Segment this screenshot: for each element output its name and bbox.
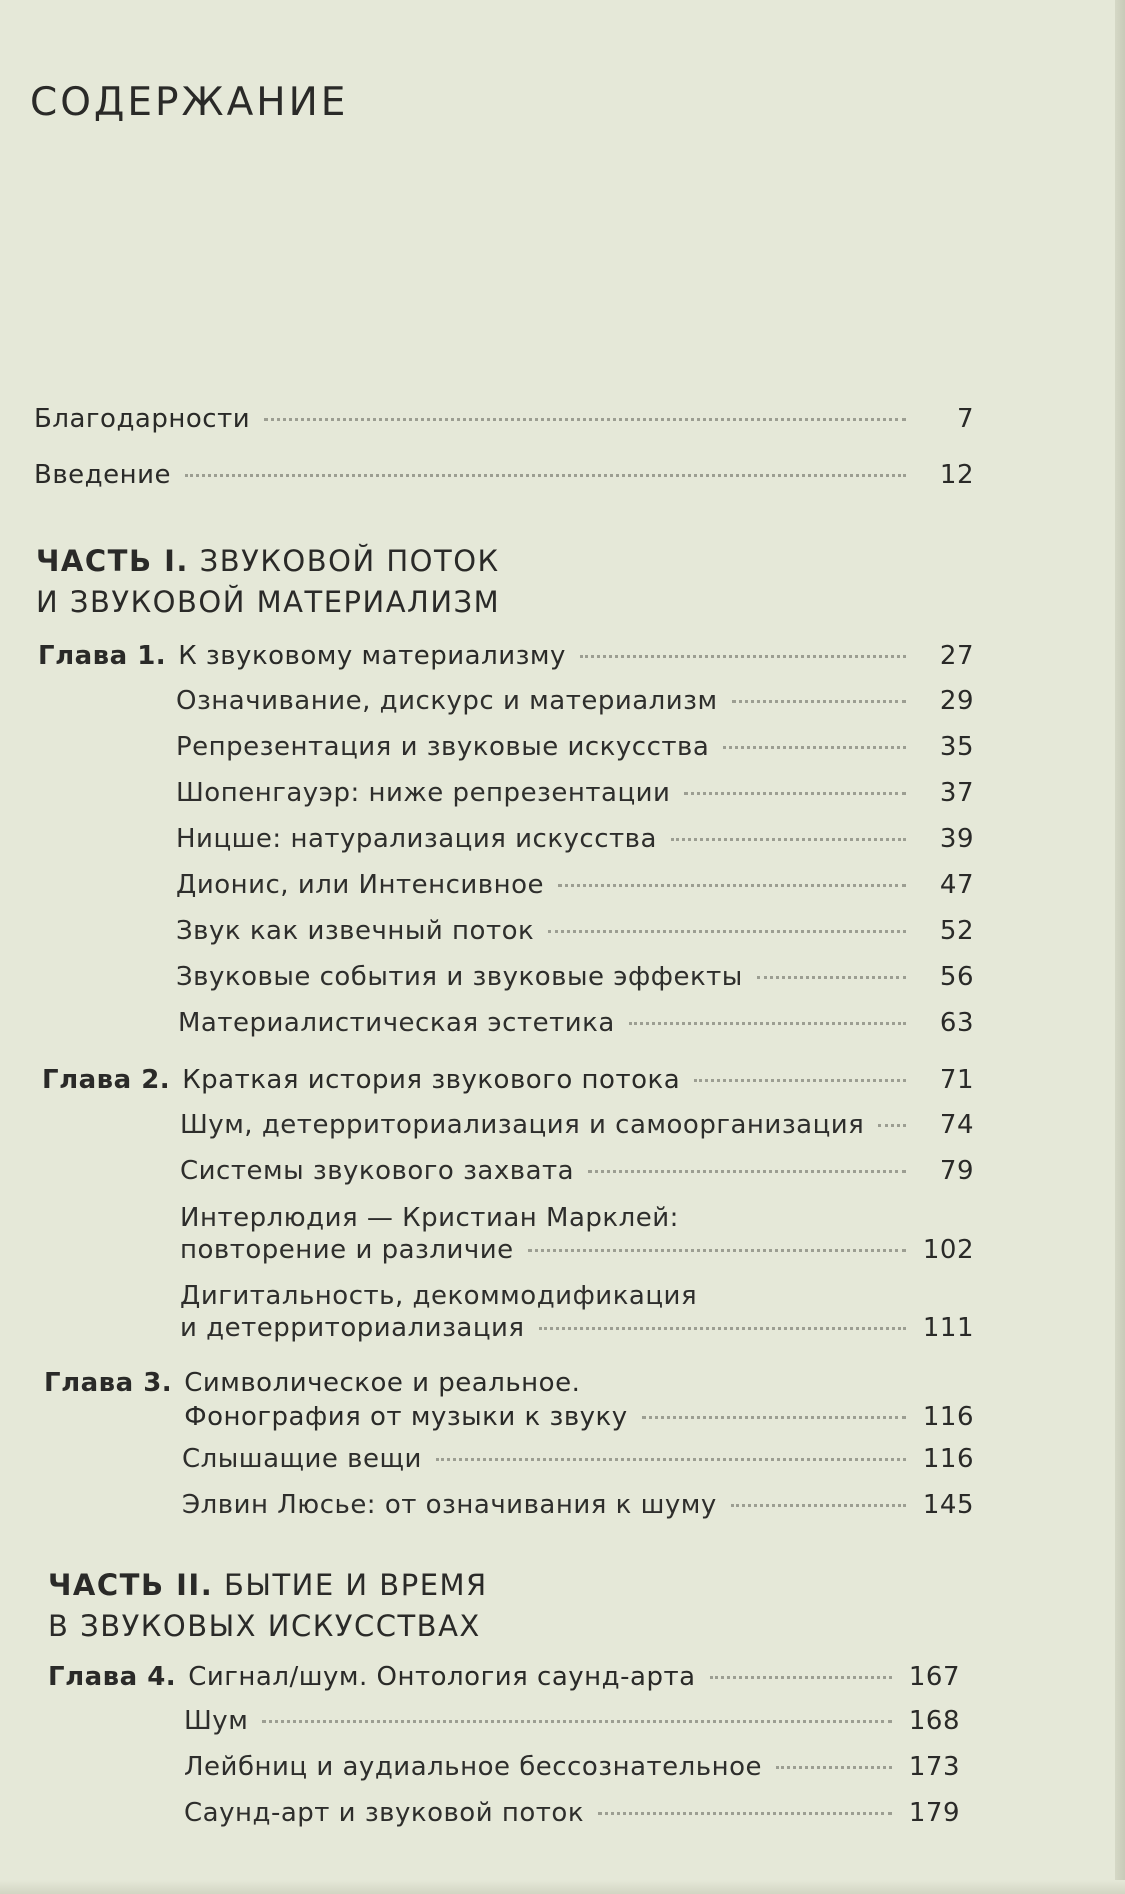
toc-section[interactable] [180, 1110, 974, 1140]
page-number: 29 [939, 686, 974, 716]
page-number: 145 [922, 1490, 974, 1520]
toc-section[interactable] [176, 778, 974, 808]
chapter-title: Краткая история звукового потока [182, 1065, 681, 1095]
dot-leader [548, 930, 906, 933]
part-number: ЧАСТЬ I. [36, 544, 189, 578]
chapter-number: Глава 4. [48, 1662, 177, 1692]
dot-leader [264, 418, 906, 421]
section-title: Ницше: натурализация искусства [176, 824, 657, 854]
section-title: Шопенгауэр: ниже репрезентации [176, 778, 671, 808]
toc-entry-label: Благодарности [34, 404, 251, 434]
toc-section[interactable] [176, 870, 974, 900]
dot-leader [539, 1327, 906, 1330]
page-number: 102 [922, 1235, 974, 1265]
part-number: ЧАСТЬ II. [48, 1568, 214, 1602]
page-bottom-edge [0, 1880, 1125, 1894]
page-number: 39 [939, 824, 974, 854]
section-title: Шум, детерриториализация и самоорганизация [180, 1110, 865, 1140]
dot-leader [436, 1458, 906, 1461]
section-title: Дионис, или Интенсивное [176, 870, 545, 900]
toc-section[interactable] [182, 1490, 974, 1520]
section-title: Элвин Люсье: от означивания к шуму [182, 1490, 717, 1520]
dot-leader [732, 700, 906, 703]
page-edge [1115, 0, 1125, 1894]
page-number: 173 [908, 1752, 960, 1782]
dot-leader [185, 474, 906, 477]
page-number: 179 [908, 1798, 960, 1828]
dot-leader [528, 1249, 906, 1252]
chapter-title-line1: Символическое и реальное. [184, 1368, 581, 1398]
page-number: 71 [939, 1065, 974, 1095]
dot-leader [776, 1766, 892, 1769]
section-title: Репрезентация и звуковые искусства [176, 732, 710, 762]
section-title: Материалистическая эстетика [178, 1008, 615, 1038]
toc-section[interactable] [178, 1008, 974, 1038]
section-title: Системы звукового захвата [180, 1156, 575, 1186]
toc-section-multiline[interactable] [180, 1280, 974, 1344]
toc-entry-acknowledgements[interactable] [34, 404, 974, 434]
page-number: 47 [939, 870, 974, 900]
section-title: Саунд-арт и звуковой поток [184, 1798, 585, 1828]
dot-leader [878, 1124, 906, 1127]
dot-leader [731, 1504, 906, 1507]
part-heading-2 [48, 1565, 488, 1647]
section-title: Слышащие вещи [182, 1444, 422, 1474]
part-title-line1: БЫТИЕ И ВРЕМЯ [223, 1568, 488, 1602]
page-number: 168 [908, 1706, 960, 1736]
part-title-line2: В ЗВУКОВЫХ ИСКУССТВАХ [48, 1609, 481, 1643]
dot-leader [757, 976, 906, 979]
dot-leader [694, 1079, 906, 1082]
page-number: 116 [922, 1402, 974, 1432]
dot-leader [723, 746, 906, 749]
dot-leader [598, 1812, 892, 1815]
page-number: 56 [939, 962, 974, 992]
toc-chapter-3[interactable] [44, 1366, 974, 1434]
page-number: 12 [939, 460, 974, 490]
dot-leader [558, 884, 906, 887]
section-title-line1: Интерлюдия — Кристиан Марклей: [180, 1203, 679, 1233]
section-title-line2: и детерриториализация [180, 1313, 525, 1343]
page-number: 37 [939, 778, 974, 808]
section-title: Лейбниц и аудиальное бессознательное [184, 1752, 763, 1782]
toc-chapter-2[interactable] [42, 1065, 974, 1095]
dot-leader [580, 655, 906, 658]
page-number: 7 [956, 404, 974, 434]
page-number: 27 [939, 641, 974, 671]
toc-chapter-4[interactable] [48, 1662, 960, 1692]
dot-leader [629, 1022, 906, 1025]
dot-leader [710, 1676, 892, 1679]
part-heading-1 [36, 541, 500, 623]
page-number: 167 [908, 1662, 960, 1692]
toc-section[interactable] [176, 824, 974, 854]
toc-section[interactable] [176, 732, 974, 762]
toc-section[interactable] [184, 1752, 960, 1782]
page-number: 74 [939, 1110, 974, 1140]
toc-entry-introduction[interactable] [34, 460, 974, 490]
chapter-number: Глава 2. [42, 1065, 171, 1095]
section-title: Означивание, дискурс и материализм [176, 686, 718, 716]
page-number: 35 [939, 732, 974, 762]
toc-entry-label: Введение [34, 460, 172, 490]
section-title-line2: повторение и различие [180, 1235, 514, 1265]
page-title: СОДЕРЖАНИЕ [30, 80, 349, 125]
toc-section[interactable] [180, 1156, 974, 1186]
toc-section[interactable] [176, 686, 974, 716]
dot-leader [262, 1720, 892, 1723]
page-number: 52 [939, 916, 974, 946]
toc-section[interactable] [176, 916, 974, 946]
toc-section-multiline[interactable] [180, 1202, 974, 1266]
toc-section[interactable] [176, 962, 974, 992]
section-title-line1: Дигитальность, декоммодификация [180, 1281, 698, 1311]
toc-section[interactable] [184, 1706, 960, 1736]
section-title: Звуковые события и звуковые эффекты [176, 962, 743, 992]
page-number: 79 [939, 1156, 974, 1186]
dot-leader [588, 1170, 906, 1173]
dot-leader [671, 838, 906, 841]
page-number: 63 [939, 1008, 974, 1038]
section-title: Звук как извечный поток [176, 916, 535, 946]
page-number: 111 [922, 1313, 974, 1343]
dot-leader [642, 1416, 906, 1419]
part-title-line1: ЗВУКОВОЙ ПОТОК [199, 544, 500, 578]
chapter-number: Глава 1. [38, 641, 167, 671]
chapter-title-line2: Фонография от музыки к звуку [184, 1402, 628, 1432]
part-title-line2: И ЗВУКОВОЙ МАТЕРИАЛИЗМ [36, 585, 501, 619]
chapter-title: Сигнал/шум. Онтология саунд-арта [188, 1662, 696, 1692]
dot-leader [684, 792, 906, 795]
page-number: 116 [922, 1444, 974, 1474]
chapter-number: Глава 3. [44, 1368, 173, 1398]
toc-section[interactable] [184, 1798, 960, 1828]
toc-chapter-1[interactable] [38, 641, 974, 671]
toc-section[interactable] [182, 1444, 974, 1474]
chapter-title: К звуковому материализму [178, 641, 566, 671]
section-title: Шум [184, 1706, 249, 1736]
